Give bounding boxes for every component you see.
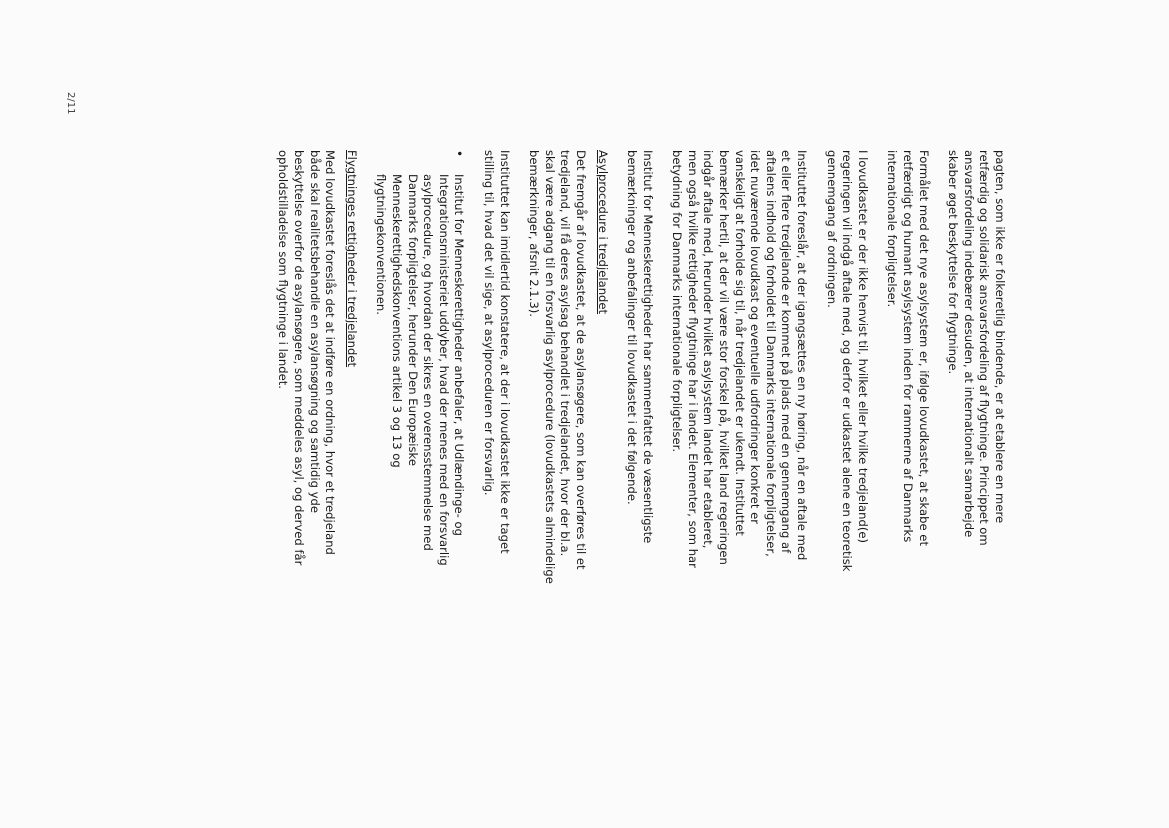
recommendation-text: Institut for Menneskerettigheder anbefaler, at Udlændinge- og Integrationsministeriet uddyber, hvad der menes med en forsvarlig asylprocedure, og hvordan der sikres en overensstemmelse med Danmarks forpligtelser, herunder Den Europæiske Menneskerettighedskonventions artikel 3 og 13 og flygtningekonventionen.	[374, 174, 467, 566]
paragraph-tredjeland-ikke-henvist: I lovudkastet er der ikke henvist til, hvilket eller hvilke tredjeland(e) regeringen vil indgå aftale med, og derfor er udkastet alene en teoretisk gennemgang af ordningen.	[824, 150, 870, 572]
paragraph-ny-hoering: Instituttet foreslår, at der igangsættes en ny høring, når en aftale med et eller flere tredjelande er kommet på plads med en gennemgang af aftalens indhold og forholdet til Danmarks internationale forpligtelser, idet nuværende lovudkast og eventuelle udfordringer konkret er vanskeligt at forholde sig til, når tredjelandet er ukendt. Instituttet bemærker hertil, at der vil være stor forskel på, hvilket land regeringen indgår aftale med, herunder hvilket asylsystem landet har etableret, men også hvilke rettigheder flygtninge har i landet. Elementer, som har betydning for Danmarks internationale forpligtelser.	[670, 150, 810, 568]
paragraph-ordning: Med lovudkastet foreslås det at indføre en ordning, hvor et tredjeland både skal realitetsbehandle en asylansøgning og samtidig yde beskyttelse overfor de asylansøgere, som meddeles asyl, og derved får opholdstilladelse som flygtninge i landet.	[276, 150, 338, 566]
page-number: 2/11	[65, 92, 76, 115]
body-text	[261, 150, 1007, 710]
paragraph-forsvarlig: Instituttet kan imidlertid konstatere, at der i lovudkastet ikke er taget stilling til, hvad det vil sige, at asylproceduren er forsvarlig.	[481, 150, 512, 554]
paragraph-asylsag-behandlet: Det fremgår af lovudkastet, at de asylansøgere, som kan overføres til et tredjeland, vil få deres asylsag behandlet i tredjelandet, hvor der bl.a. skal være adgang til en forsvarlig asylprocedure (lovudkastets almindelige bemærkninger, afsnit 2.1.3).	[527, 150, 588, 584]
paragraph-ansvarsfordeling: pagten, som ikke er folkeretlig bindende, er at etablere en mere retfærdig og solidarisk ansvarsfordeling af flygtninge. Princippet om ansvarsfordeling indebærer desuden, at internationalt samarbejde skaber øget beskyttelse for flygtninge.	[946, 150, 1007, 546]
section-heading-asylprocedure: Asylprocedure i tredjelandet	[595, 150, 610, 315]
recommendation-bullet	[373, 150, 467, 710]
paragraph-sammenfatning: Institut for Menneskerettigheder har sammenfattet de væsentligste bemærkninger og anbefalinger til lovudkastet i det følgende.	[625, 150, 655, 544]
bullet-icon: •	[452, 150, 467, 158]
section-heading-flygtninges-rettigheder: Flygtninges rettigheder i tredjelandet	[344, 150, 359, 368]
paragraph-formaal: Formålet med det nye asylsystem er, ifølge lovudkastet, at skabe et retfærdigt og humant asylsystem inden for rammerne af Danmarks internationale forpligtelser.	[885, 150, 931, 546]
